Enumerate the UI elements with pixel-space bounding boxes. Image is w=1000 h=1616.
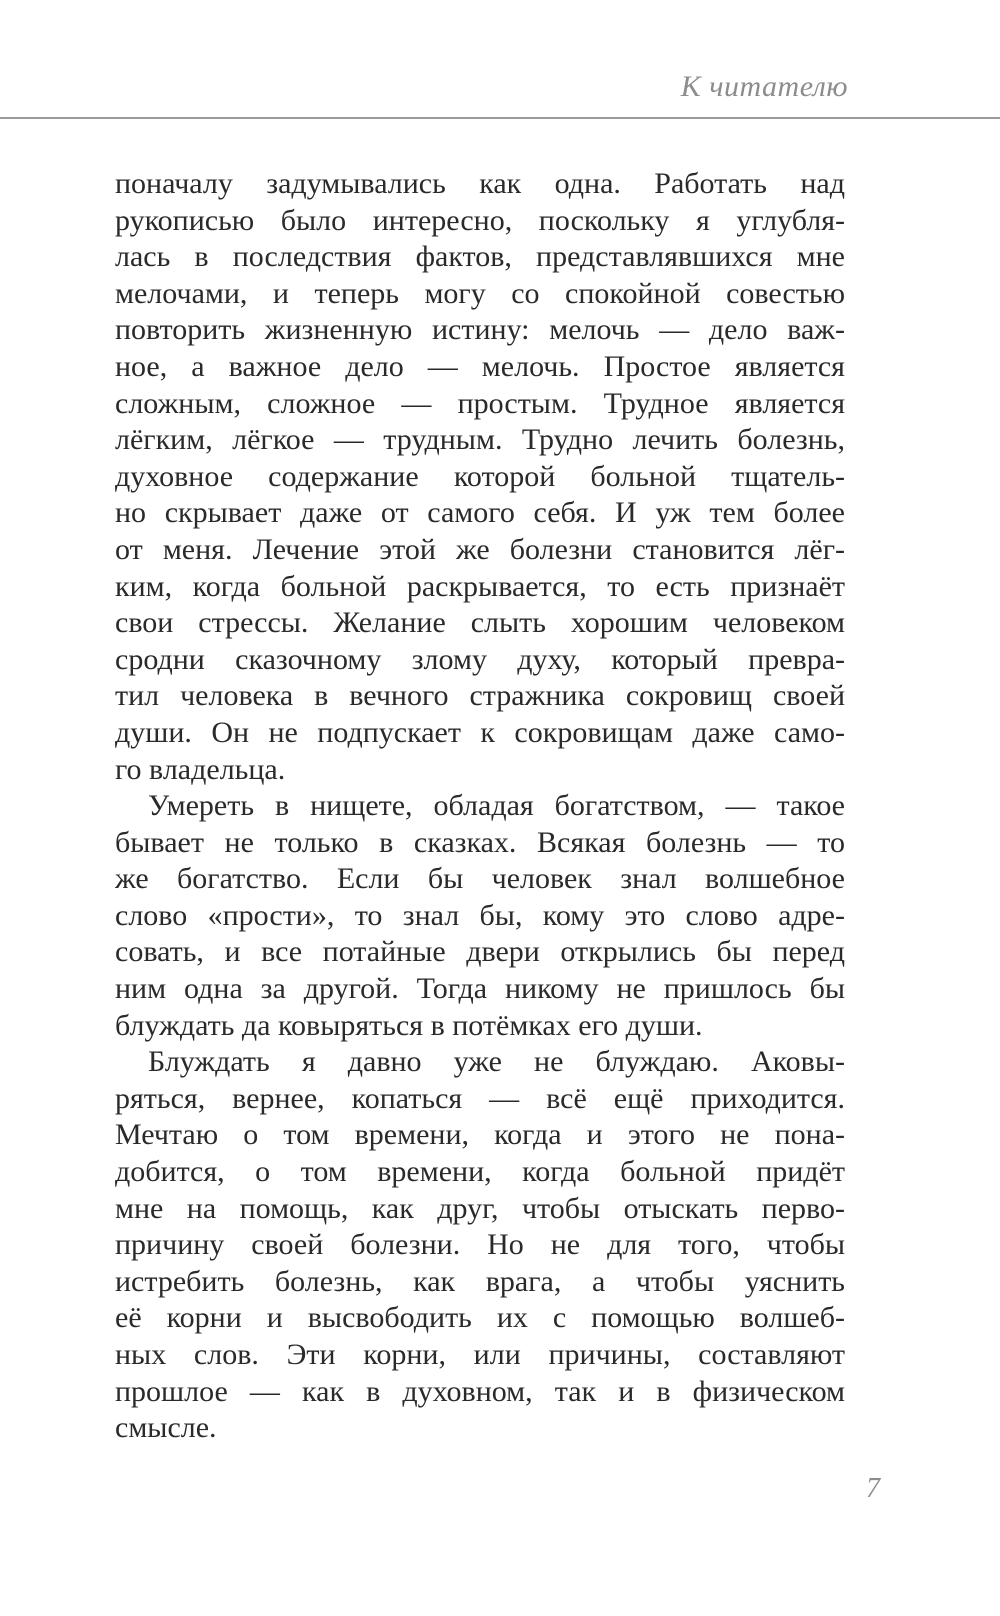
text-line: блуждать да ковыряться в потёмках его души. (115, 1008, 703, 1042)
text-line: от меня. Лечение этой же болезни становится лёг- (115, 532, 845, 566)
text-line: но скрывает даже от самого себя. И уж тем более (115, 496, 845, 530)
body-text (115, 166, 845, 1447)
text-line: повторить жизненную истину: мелочь — дело важ- (115, 313, 845, 347)
header-rule (0, 117, 1000, 119)
page-number: 7 (866, 1473, 880, 1504)
text-line: ное, а важное дело — мелочь. Простое является (115, 349, 845, 383)
text-line: добится, о том времени, когда больной придёт (115, 1155, 845, 1189)
text-line: лась в последствия фактов, представлявшихся мне (115, 240, 845, 274)
text-line: истребить болезнь, как врага, а чтобы уяснить (115, 1264, 845, 1298)
text-line: ким, когда больной раскрывается, то есть признаёт (115, 569, 845, 603)
text-line: Умереть в нищете, обладая богатством, — такое (148, 789, 845, 823)
text-line: тил человека в вечного стражника сокровищ своей (115, 679, 845, 713)
text-line: прошлое — как в духовном, так и в физическом (115, 1374, 845, 1408)
text-line: мелочами, и теперь могу со спокойной совестью (115, 276, 845, 310)
paragraph-1 (115, 166, 845, 788)
running-head-title: К читателю (680, 70, 848, 103)
text-line: сродни сказочному злому духу, который превра- (115, 642, 845, 676)
text-line: го владельца. (115, 752, 286, 786)
text-line: духовное содержание которой больной тщатель- (115, 459, 845, 493)
text-line: её корни и высвободить их с помощью волшеб- (115, 1301, 845, 1335)
text-line: лёгким, лёгкое — трудным. Трудно лечить болезнь, (115, 423, 845, 457)
text-line: совать, и все потайные двери открылись бы перед (115, 935, 845, 969)
text-line: бывает не только в сказках. Всякая болезнь — то (115, 825, 845, 859)
text-line: мне на помощь, как друг, чтобы отыскать перво- (115, 1191, 845, 1225)
paragraph-3 (115, 1044, 845, 1447)
text-line: ных слов. Эти корни, или причины, составляют (115, 1338, 845, 1371)
text-line: смысле. (115, 1411, 217, 1445)
paragraph-2 (115, 788, 845, 1044)
text-line: слово «прости», то знал бы, кому это слово адре- (115, 898, 845, 932)
text-line: ряться, вернее, копаться — всё ещё приходится. (115, 1081, 845, 1115)
text-line: же богатство. Если бы человек знал волшебное (115, 862, 845, 896)
text-line: Мечтаю о том времени, когда и этого не пона- (115, 1118, 845, 1152)
text-line: сложным, сложное — простым. Трудное является (115, 386, 845, 420)
text-line: Блуждать я давно уже не блуждаю. Аковы- (148, 1045, 845, 1079)
text-line: рукописью было интересно, поскольку я углубля- (115, 203, 845, 237)
text-line: поначалу задумывались как одна. Работать над (115, 167, 845, 200)
text-line: ним одна за другой. Тогда никому не пришлось бы (115, 972, 845, 1006)
text-line: души. Он не подпускает к сокровищам даже само- (115, 715, 845, 749)
text-line: причину своей болезни. Но не для того, чтобы (115, 1228, 845, 1262)
text-line: свои стрессы. Желание слыть хорошим человеком (115, 606, 845, 640)
